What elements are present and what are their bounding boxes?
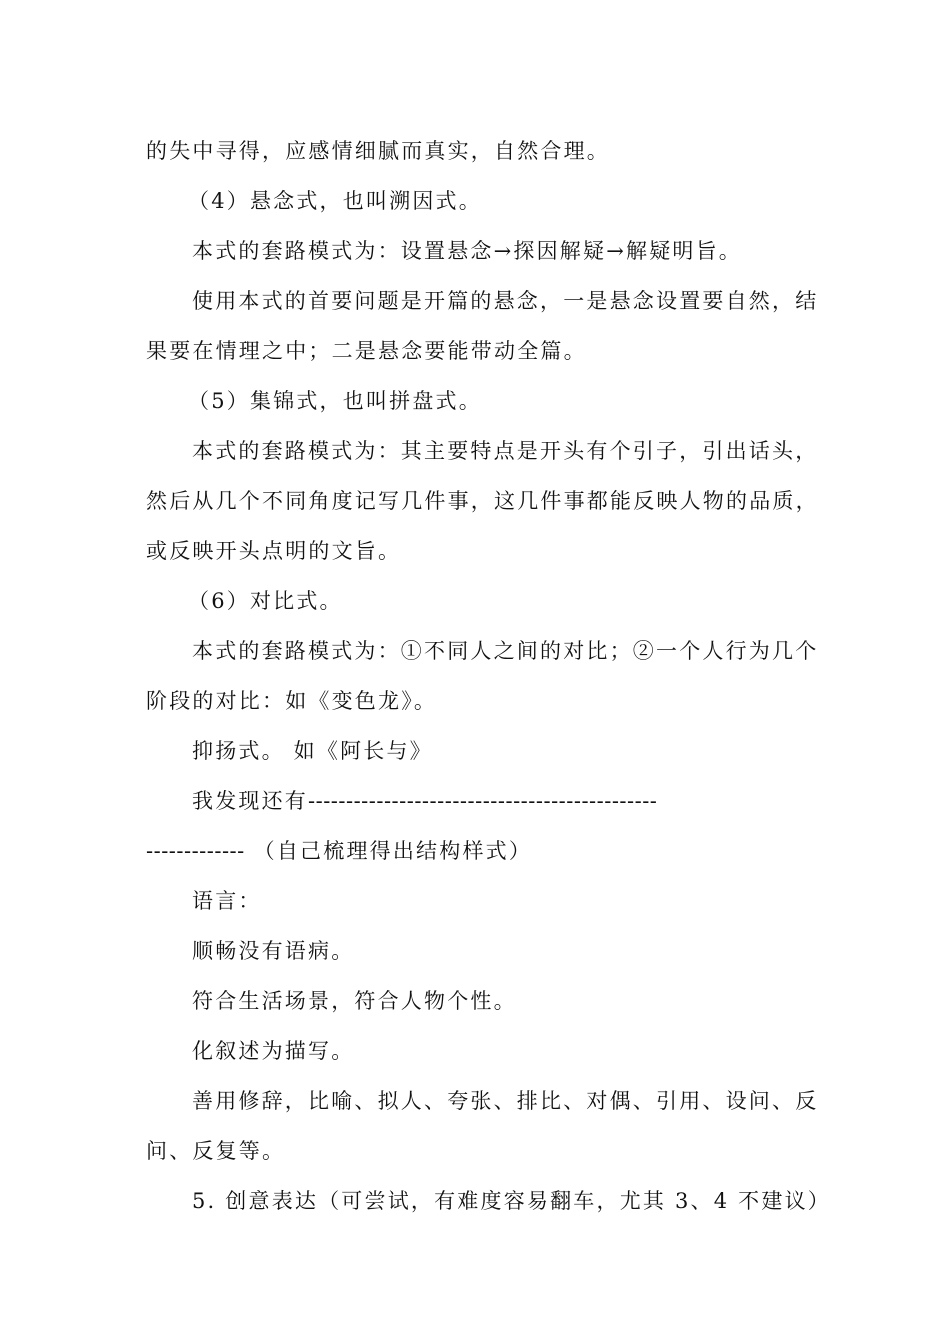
section-heading-4: （4）悬念式，也叫溯因式。 [188, 189, 482, 213]
section-heading-5-creative: 5. 创意表达（可尝试，有难度容易翻车，尤其 3、4 不建议） [192, 1189, 831, 1213]
language-heading: 语言： [192, 889, 262, 913]
text-line: 化叙述为描写。 [192, 1039, 355, 1063]
section-heading-5: （5）集锦式，也叫拼盘式。 [188, 389, 482, 413]
text-line: 然后从几个不同角度记写几件事，这几件事都能反映人物的品质， [146, 489, 819, 513]
text-line [192, 786, 657, 816]
text-line: 符合生活场景，符合人物个性。 [192, 989, 517, 1013]
section-heading-6: （6）对比式。 [188, 589, 343, 613]
text-line: 本式的套路模式为：①不同人之间的对比；②一个人行为几个 [192, 639, 819, 663]
text-line: 的失中寻得，应感情细腻而真实，自然合理。 [146, 139, 610, 163]
blank-line: ------------- [146, 839, 245, 863]
text-line: 善用修辞，比喻、拟人、夸张、排比、对偶、引用、设问、反 [192, 1089, 819, 1113]
text-line: 使用本式的首要问题是开篇的悬念，一是悬念设置要自然，结 [192, 289, 819, 313]
fill-in-prompt: 我发现还有 [192, 789, 308, 813]
text-line: 或反映开头点明的文旨。 [146, 539, 402, 563]
text-line: 阶段的对比：如《变色龙》。 [146, 689, 438, 713]
text-line [146, 836, 532, 866]
fill-in-note: （自己梳理得出结构样式） [253, 839, 533, 863]
blank-line: ---------------------------------------------- [308, 789, 658, 813]
text-line: 问、反复等。 [146, 1139, 286, 1163]
text-line: 顺畅没有语病。 [192, 939, 355, 963]
text-line: 果要在情理之中；二是悬念要能带动全篇。 [146, 339, 587, 363]
text-line: 本式的套路模式为：其主要特点是开头有个引子，引出话头， [192, 439, 819, 463]
text-line: 本式的套路模式为：设置悬念→探因解疑→解疑明旨。 [192, 239, 742, 263]
text-line: 抑扬式。 如《阿长与》 [192, 739, 433, 763]
